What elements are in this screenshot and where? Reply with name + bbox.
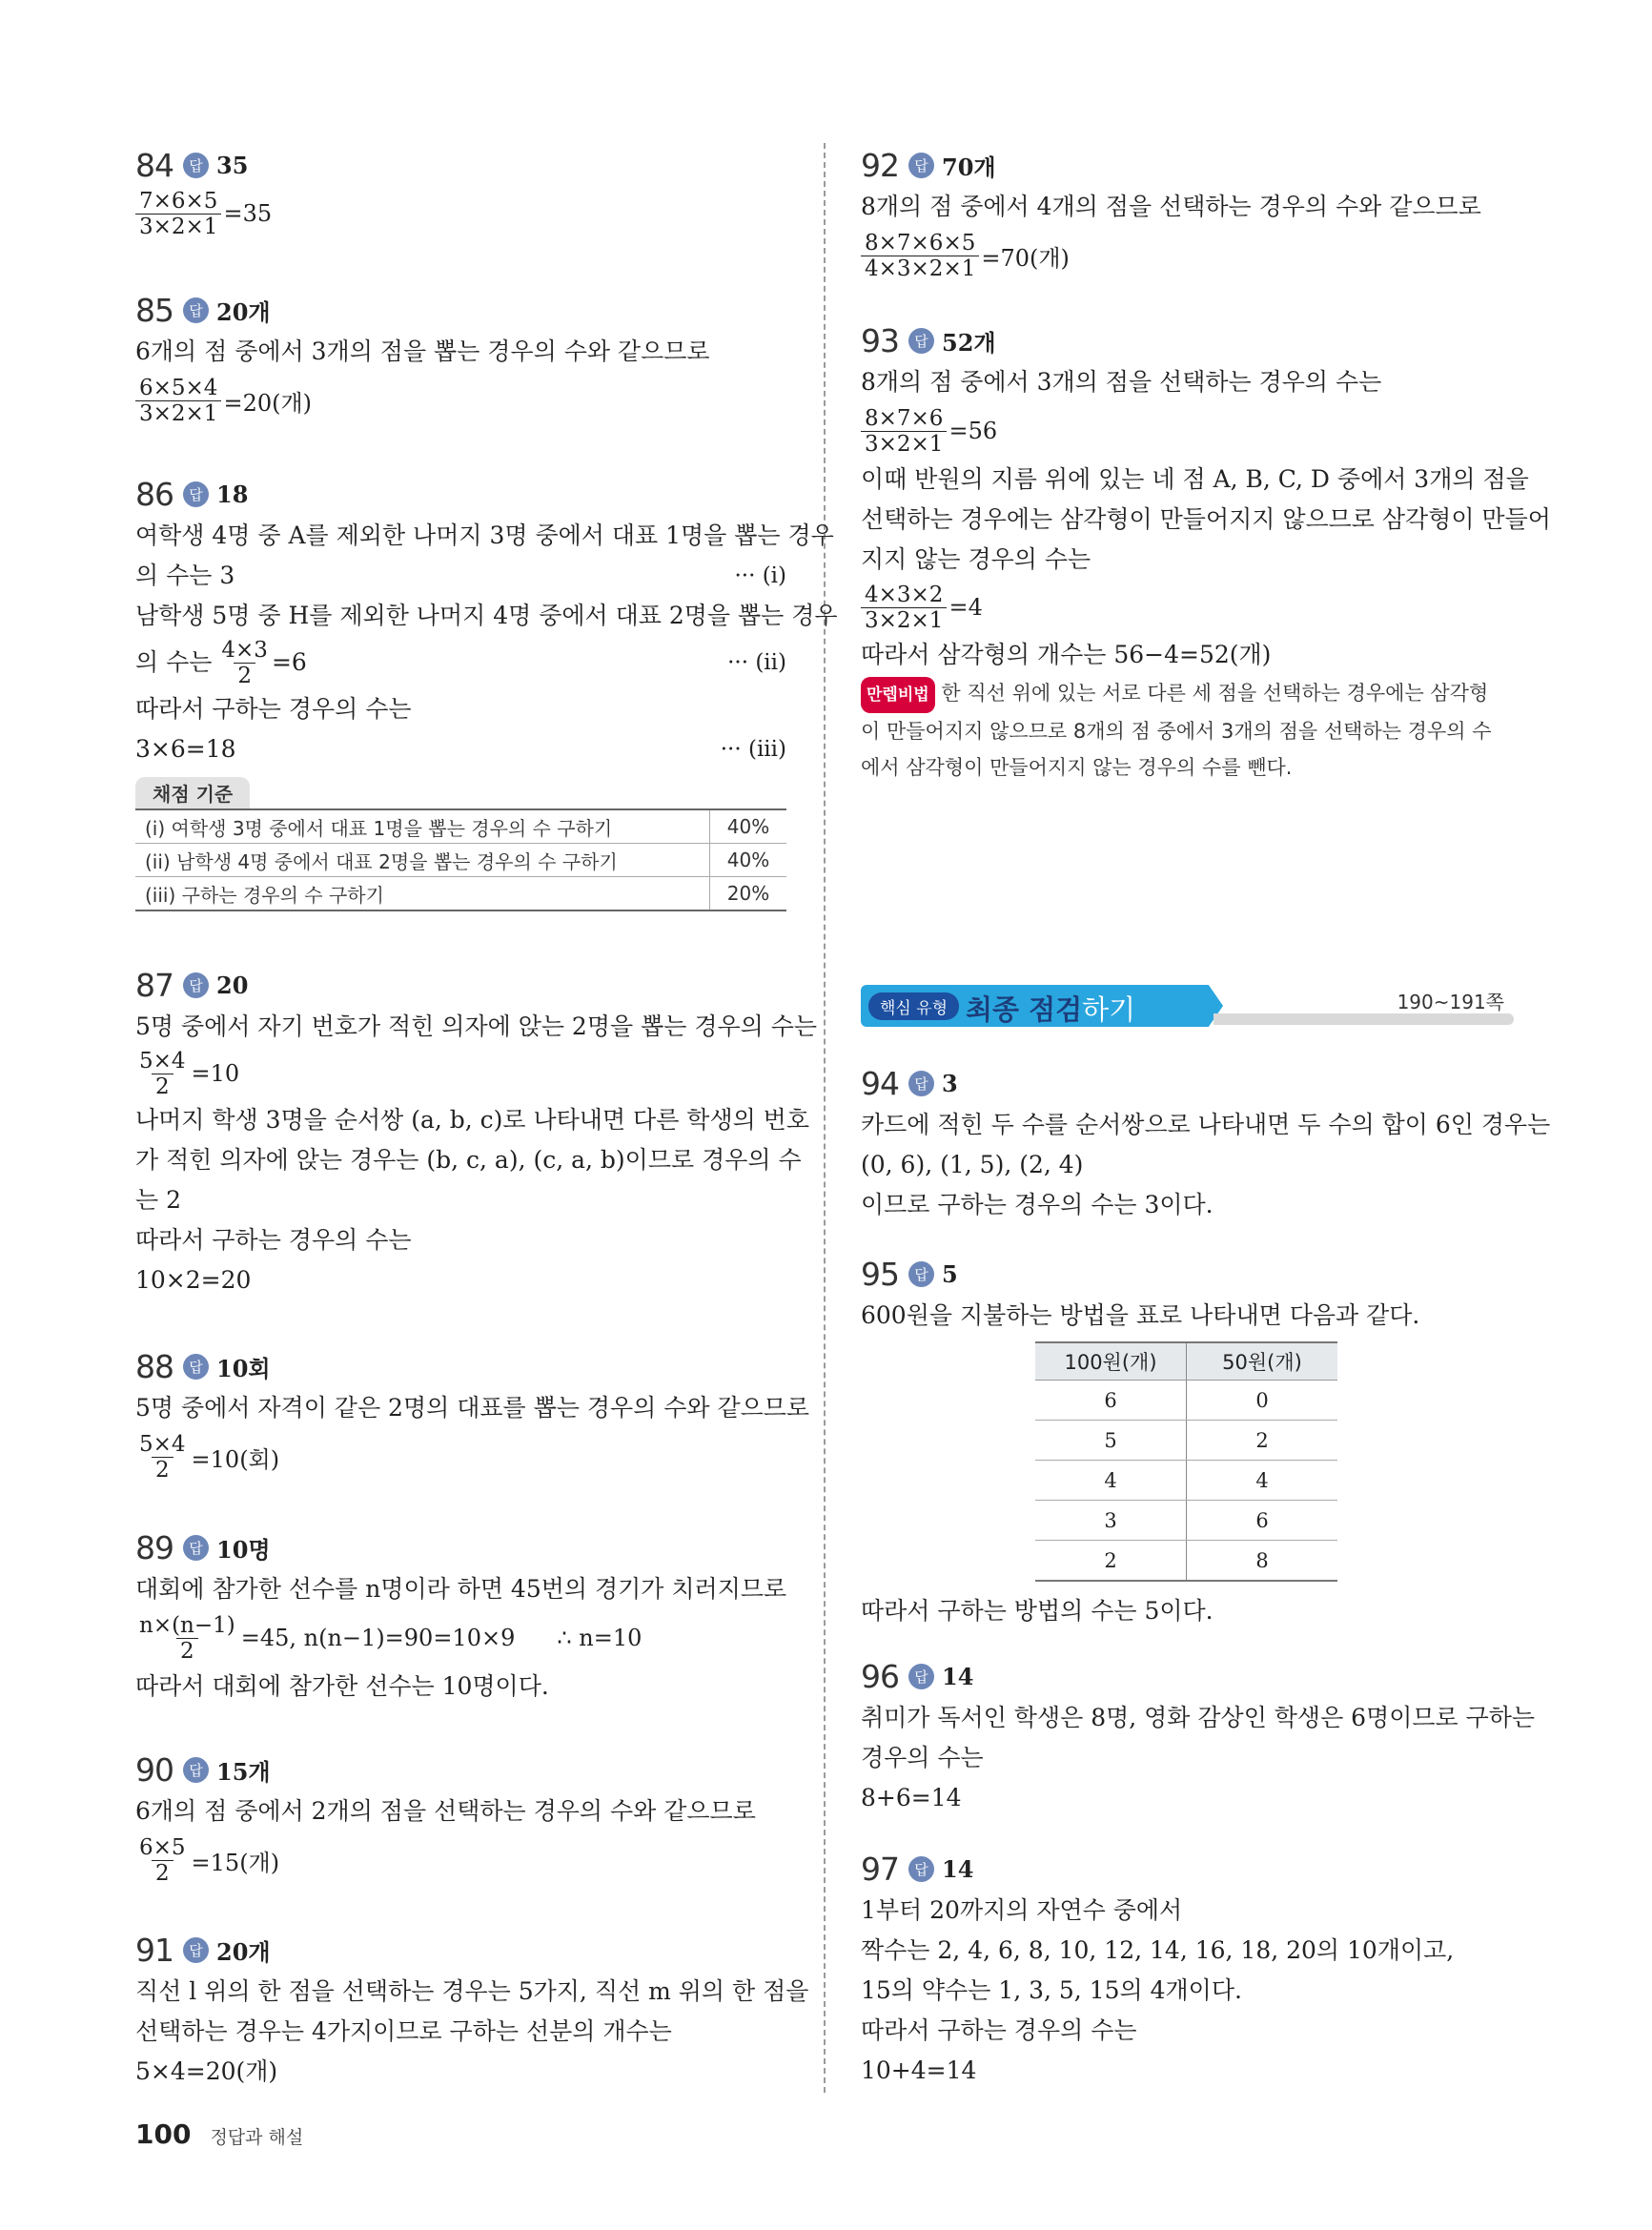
problem-number: 84 (135, 146, 173, 184)
answer: 5 (942, 1259, 958, 1288)
solution-text: 1부터 20까지의 자연수 중에서 (861, 1896, 1183, 1924)
footer-title: 정답과 해설 (210, 2127, 304, 2148)
solution-text: 의 수는 3 (135, 562, 235, 589)
solution-text: 따라서 대회에 참가한 선수는 10명이다. (135, 1672, 549, 1700)
scoring-label: 채점 기준 (135, 777, 250, 808)
solution-text: 600원을 지불하는 방법을 표로 나타내면 다음과 같다. (861, 1301, 1420, 1329)
answer: 3 (942, 1069, 958, 1097)
answer: 20개 (216, 1937, 271, 1966)
answer: 35 (216, 151, 249, 179)
answer-icon: 답 (908, 153, 934, 178)
solution-text: 취미가 독서인 학생은 8명, 영화 감상인 학생은 6명이므로 구하는 (861, 1704, 1536, 1731)
problem-number: 88 (135, 1347, 173, 1385)
problem-number: 92 (861, 146, 899, 184)
problem-88: 88 답 10회 5명 중에서 자격이 같은 2명의 대표를 뽑는 경우의 수와 같으므로 $\frac{5\times 4}{2}$ =10(회) (135, 1347, 810, 1483)
problem-number: 95 (861, 1255, 899, 1293)
fraction: $\frac{4\times 3\times 2}{3\times 2\times 1}$ (861, 583, 947, 633)
solution-text: 남학생 5명 중 H를 제외한 나머지 4명 중에서 대표 2명을 뽑는 경우 (135, 602, 838, 629)
answer-icon: 답 (183, 1937, 209, 1963)
problem-number: 86 (135, 475, 173, 513)
solution-text: 따라서 구하는 방법의 수는 5이다. (861, 1597, 1214, 1625)
answer: 70개 (942, 153, 996, 181)
solution-text: 경우의 수는 (861, 1744, 984, 1771)
answer: 20개 (216, 297, 271, 326)
tip-box: 만렙비법 한 직선 위에 있는 서로 다른 세 점을 선택하는 경우에는 삼각형 이 만들어지지 않으므로 8개의 점 중에서 3개의 점을 선택하는 경우의 수 에서 삼각형이 만들어지지 않는 경우의 수를 뺀다. (861, 675, 1514, 786)
answer: 14 (942, 1854, 974, 1883)
solution-text: 6개의 점 중에서 3개의 점을 뽑는 경우의 수와 같으므로 (135, 338, 710, 365)
answer-icon: 답 (183, 297, 209, 323)
problem-96 (861, 1654, 1536, 1818)
problem-number: 89 (135, 1528, 173, 1566)
solution-text: 여학생 4명 중 A를 제외한 나머지 3명 중에서 대표 1명을 뽑는 경우 (135, 522, 834, 549)
solution-text: 는 2 (135, 1186, 182, 1214)
problem-number: 91 (135, 1931, 173, 1969)
fraction: $\frac{6\times 5\times 4}{3\times 2\times 1}$ (135, 376, 221, 426)
fraction: $\frac{8\times 7\times 6\times 5}{4\times 3\times 2\times 1}$ (861, 231, 979, 281)
answer-icon: 답 (908, 1261, 934, 1287)
solution-text: 의 수는 (135, 648, 213, 676)
table-row: 3 6 (1035, 1501, 1337, 1541)
answer: 20 (216, 971, 249, 999)
solution-text: (0, 6), (1, 5), (2, 4) (861, 1151, 1084, 1178)
solution-text: 카드에 적힌 두 수를 순서쌍으로 나타내면 두 수의 합이 6인 경우는 (861, 1111, 1551, 1138)
solution-text: 따라서 구하는 경우의 수는 (861, 2016, 1137, 2044)
table-row: 4 4 (1035, 1461, 1337, 1501)
solution-text: 선택하는 경우에는 삼각형이 만들어지지 않으므로 삼각형이 만들어 (861, 505, 1551, 533)
fraction: $\frac{7\times 6\times 5}{3\times 2\times 1}$ (135, 189, 221, 239)
solution-text: 10×2=20 (135, 1266, 252, 1294)
problem-95 (861, 1252, 1514, 1631)
solution-text: 선택하는 경우는 4가지이므로 구하는 선분의 개수는 (135, 2017, 672, 2045)
fraction: $\frac{8\times 7\times 6}{3\times 2\times 1}$ (861, 406, 947, 457)
problem-number: 85 (135, 291, 173, 329)
problem-number: 94 (861, 1064, 899, 1102)
solution-text: 6개의 점 중에서 2개의 점을 선택하는 경우의 수와 같으므로 (135, 1797, 756, 1825)
problem-number: 97 (861, 1850, 899, 1888)
solution-text: 8개의 점 중에서 3개의 점을 선택하는 경우의 수는 (861, 368, 1382, 396)
scoring-criteria (135, 777, 786, 911)
section-title: 최종 점검하기 (966, 993, 1136, 1026)
answer-icon: 답 (183, 1354, 209, 1380)
answer-icon: 답 (908, 1071, 934, 1096)
fraction: $\frac{5\times 4}{2}$ (139, 1431, 186, 1483)
solution-text: 직선 l 위의 한 점을 선택하는 경우는 5가지, 직선 m 위의 한 점을 (135, 1977, 809, 2005)
problem-84: 84 답 35 $\frac{7\times 6\times 5}{3\times 2\times 1}$ =35 (135, 146, 273, 239)
problem-85: 85 답 20개 6개의 점 중에서 3개의 점을 뽑는 경우의 수와 같으므로 $\frac{6\times 5\times 4}{3\times 2\times 1}$ =20(개) (135, 288, 786, 429)
problem-number: 93 (861, 321, 899, 359)
problem-number: 96 (861, 1657, 899, 1695)
answer: 14 (942, 1662, 974, 1690)
scoring-table (135, 808, 786, 911)
table-row: 5 2 (1035, 1421, 1337, 1461)
solution-text: 10+4=14 (861, 2056, 977, 2084)
answer-icon: 답 (183, 972, 209, 998)
table-header: 100원(개) 50원(개) (1035, 1342, 1337, 1381)
table-row: (ii) 남학생 4명 중에서 대표 2명을 뽑는 경우의 수 구하기 40% (135, 844, 786, 877)
solution-text: 5×4=20(개) (135, 2057, 278, 2085)
solution-text: 5명 중에서 자기 번호가 적힌 의자에 앉는 2명을 뽑는 경우의 수는 (135, 1013, 818, 1040)
step-marker: ··· (iii) (720, 737, 786, 762)
solution-text: 15의 약수는 1, 3, 5, 15의 4개이다. (861, 1976, 1242, 2004)
solution-text: 지지 않는 경우의 수는 (861, 545, 1091, 573)
solution-text: 5명 중에서 자격이 같은 2명의 대표를 뽑는 경우의 수와 같으므로 (135, 1394, 810, 1422)
table-row: (iii) 구하는 경우의 수 구하기 20% (135, 877, 786, 911)
section-banner (861, 985, 1514, 1029)
answer-icon: 답 (183, 153, 209, 178)
answer-icon: 답 (908, 328, 934, 354)
problem-number: 87 (135, 966, 173, 1004)
problem-90: 90 답 15개 6개의 점 중에서 2개의 점을 선택하는 경우의 수와 같으므로 $\frac{6\times 5}{2}$ =15(개) (135, 1748, 786, 1889)
answer-icon: 답 (183, 481, 209, 507)
section-tag: 핵심 유형 (868, 992, 959, 1020)
solution-text: 8개의 점 중에서 4개의 점을 선택하는 경우의 수와 같으므로 (861, 193, 1481, 220)
solution-text: 가 적힌 의자에 앉는 경우는 (b, c, a), (c, a, b)이므로 경우의 수 (135, 1146, 802, 1174)
step-marker: ··· (i) (734, 563, 786, 588)
problem-number: 90 (135, 1750, 173, 1789)
tip-badge: 만렙비법 (861, 677, 935, 713)
answer: 10명 (216, 1535, 271, 1564)
coin-table (1035, 1341, 1337, 1582)
table-row: 6 0 (1035, 1381, 1337, 1421)
solution-text: 8+6=14 (861, 1784, 962, 1811)
solution-text: 대회에 참가한 선수를 n명이라 하면 45번의 경기가 치러지므로 (135, 1575, 787, 1603)
page-range: 190~191쪽 (1397, 991, 1504, 1013)
problem-93: 93 답 52개 8개의 점 중에서 3개의 점을 선택하는 경우의 수는 $\frac{8\times 7\times 6}{3\times 2\times 1}$ =56 이때 반원의 지름 위에 있는 네 점 A, B, C, D 중에서 3개의 점을 선택하는 경우에는 삼각형이 만들어지지 않으므로 삼각형이 만들어 지지 않는 경우의 수는 $\frac{4\times 3\times 2}{3\times 2\times 1}$ =4 따라서 삼각형의 개수는 56−4=52(개) 만렙비법 한 직선 위에 있는 서로 다른 세 점을 선택하는 경우에는 삼각형 이 만들어지지 않으므로 8개의 점 중에서 3개의 점을 선택하는 경우의 수 에서 삼각형이 만들어지지 않는 경우의 수를 뺀다. (861, 318, 1514, 786)
solution-text: 따라서 구하는 경우의 수는 (135, 1226, 412, 1254)
answer-icon: 답 (908, 1856, 934, 1882)
problem-91 (135, 1928, 809, 2092)
page-footer (135, 2118, 303, 2150)
answer: 15개 (216, 1757, 271, 1786)
solution-text: 3×6=18 (135, 735, 236, 763)
solution-text: 짝수는 2, 4, 6, 8, 10, 12, 14, 16, 18, 20의 10개이고, (861, 1936, 1455, 1964)
solution-text: 이므로 구하는 경우의 수는 3이다. (861, 1191, 1214, 1218)
solution-text: 나머지 학생 3명을 순서쌍 (a, b, c)로 나타내면 다른 학생의 번호 (135, 1106, 809, 1134)
table-row: 2 8 (1035, 1541, 1337, 1582)
problem-89: 89 답 10명 대회에 참가한 선수를 n명이라 하면 45번의 경기가 치러지므로 $\frac{n\times(n-1)}{2}$ =45, n(n−1)=90=10×9 ∴ n=10 따라서 대회에 참가한 선수는 10명이다. (135, 1525, 786, 1707)
table-row: (i) 여학생 3명 중에서 대표 1명을 뽑는 경우의 수 구하기 40% (135, 809, 786, 844)
problem-92: 92 답 70개 8개의 점 중에서 4개의 점을 선택하는 경우의 수와 같으므로 $\frac{8\times 7\times 6\times 5}{4\times 3\times 2\times 1}$ =70(개) (861, 143, 1514, 284)
answer-icon: 답 (183, 1535, 209, 1561)
problem-94 (861, 1061, 1551, 1225)
answer: 10회 (216, 1354, 271, 1382)
answer: 52개 (942, 328, 996, 357)
fraction: $\frac{6\times 5}{2}$ (139, 1834, 186, 1886)
solution-text: 따라서 삼각형의 개수는 56−4=52(개) (861, 641, 1272, 668)
problem-87: 87 답 20 5명 중에서 자기 번호가 적힌 의자에 앉는 2명을 뽑는 경우의 수는 $\frac{5\times 4}{2}$ =10 나머지 학생 3명을 순서쌍 (a, b, c)로 나타내면 다른 학생의 번호 가 적힌 의자에 앉는 경우는 (b, c, a), (c, a, b)이므로 경우의 수 는 2 따라서 구하는 경우의 수는 10×2=20 (135, 963, 786, 1300)
page-number: 100 (135, 2118, 192, 2150)
problem-86: 86 답 18 여학생 4명 중 A를 제외한 나머지 3명 중에서 대표 1명을 뽑는 경우 의 수는 3 ··· (i) 남학생 5명 중 H를 제외한 나머지 4명 중에서 대표 2명을 뽑는 경우 의 수는 $\frac{4\times 3}{2}$ =6 ··· (ii) 따라서 구하는 경우의 수는 3×6=18 ··· (iii) 채점 기준 (i) 여학생 3명 중에서 대표 1명을 뽑는 경우의 수 구하기 40% (ii) 남학생 4명 중에서 대표 2명을 뽑는 경우의 수 구하기 40% (iii) 구하는 경우의 수 구하기 20% (135, 472, 786, 911)
step-marker: ··· (ii) (727, 650, 786, 675)
answer-icon: 답 (183, 1757, 209, 1783)
fraction: $\frac{n\times(n-1)}{2}$ (139, 1612, 235, 1664)
problem-97 (861, 1847, 1514, 2091)
solution-text: 이때 반원의 지름 위에 있는 네 점 A, B, C, D 중에서 3개의 점을 (861, 465, 1529, 493)
answer-icon: 답 (908, 1664, 934, 1689)
fraction: $\frac{5\times 4}{2}$ (139, 1048, 186, 1099)
answer: 18 (216, 480, 249, 508)
solution-text: 따라서 구하는 경우의 수는 (135, 695, 412, 723)
column-divider (824, 143, 826, 2093)
fraction: $\frac{4\times 3}{2}$ (221, 637, 268, 688)
